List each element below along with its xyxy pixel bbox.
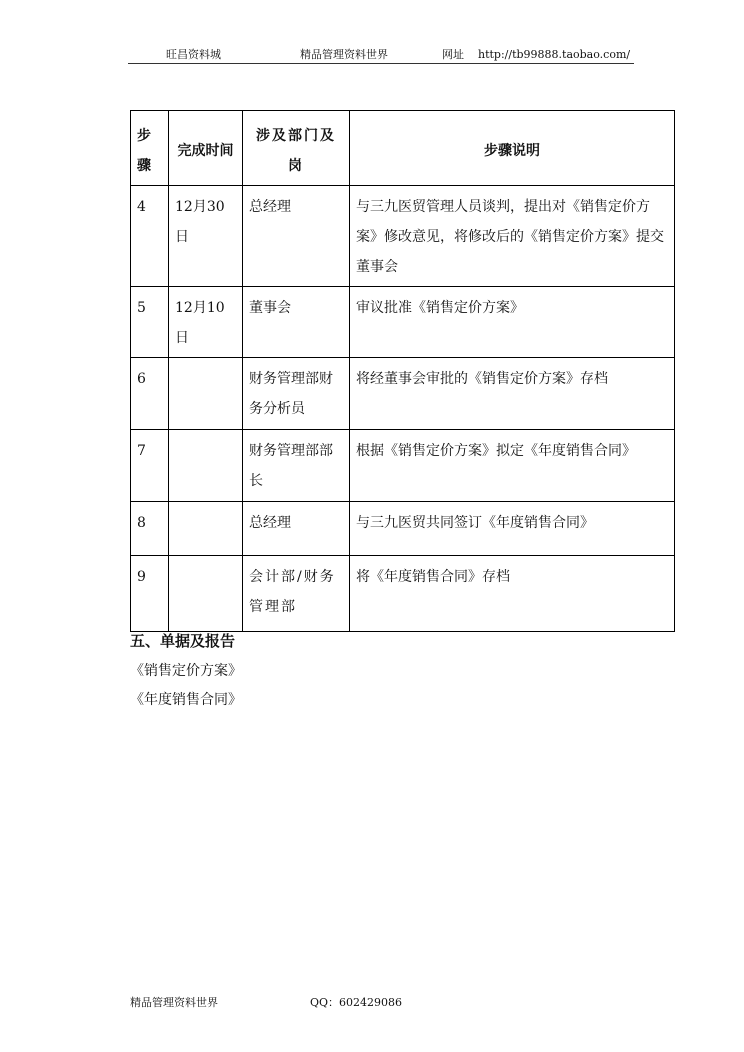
cell-step: 9: [131, 556, 169, 632]
cell-desc: 与三九医贸共同签订《年度销售合同》: [350, 502, 675, 556]
cell-time: [169, 430, 243, 502]
table-row: [131, 358, 675, 430]
table-row: [131, 287, 675, 358]
cell-dept: 财务管理部财务分析员: [243, 358, 350, 430]
table-row: [131, 556, 675, 632]
header-url-label: 网址: [442, 48, 464, 61]
cell-desc: 将经董事会审批的《销售定价方案》存档: [350, 358, 675, 430]
header-url-group: [442, 46, 630, 62]
header-dept: 涉及部门及岗: [243, 111, 350, 186]
cell-step: 8: [131, 502, 169, 556]
header-site-name: 旺昌资料城: [166, 48, 221, 61]
cell-dept: 总经理: [243, 502, 350, 556]
footer-qq: QQ：602429086: [310, 996, 403, 1009]
page-header: [128, 45, 634, 64]
cell-dept: 会计部/财务管理部: [243, 556, 350, 632]
cell-time: [169, 358, 243, 430]
cell-desc: 根据《销售定价方案》拟定《年度销售合同》: [350, 430, 675, 502]
table-row: [131, 186, 675, 287]
steps-table: [130, 110, 675, 632]
table-row: [131, 430, 675, 502]
cell-step: 6: [131, 358, 169, 430]
cell-time: [169, 556, 243, 632]
section-title: 五、单据及报告: [130, 632, 236, 650]
footer-tagline: 精品管理资料世界: [130, 996, 218, 1009]
cell-desc: 审议批准《销售定价方案》: [350, 287, 675, 358]
list-item: 《销售定价方案》: [130, 663, 242, 679]
cell-dept: 财务管理部部长: [243, 430, 350, 502]
table-row: [131, 502, 675, 556]
cell-time: 12月10日: [169, 287, 243, 358]
cell-time: 12月30日: [169, 186, 243, 287]
header-tagline: 精品管理资料世界: [300, 48, 388, 61]
table-header-row: [131, 111, 675, 186]
header-time: 完成时间: [169, 111, 243, 186]
list-item: 《年度销售合同》: [130, 692, 242, 708]
cell-step: 4: [131, 186, 169, 287]
header-desc: 步骤说明: [350, 111, 675, 186]
cell-desc: 将《年度销售合同》存档: [350, 556, 675, 632]
cell-dept: 董事会: [243, 287, 350, 358]
cell-dept: 总经理: [243, 186, 350, 287]
cell-time: [169, 502, 243, 556]
header-step: 步骤: [131, 111, 169, 186]
cell-step: 7: [131, 430, 169, 502]
cell-desc: 与三九医贸管理人员谈判，提出对《销售定价方案》修改意见，将修改后的《销售定价方案》提交董事会: [350, 186, 675, 287]
document-list: [130, 657, 242, 715]
cell-step: 5: [131, 287, 169, 358]
header-url-link[interactable]: http://tb99888.taobao.com/: [478, 48, 631, 61]
